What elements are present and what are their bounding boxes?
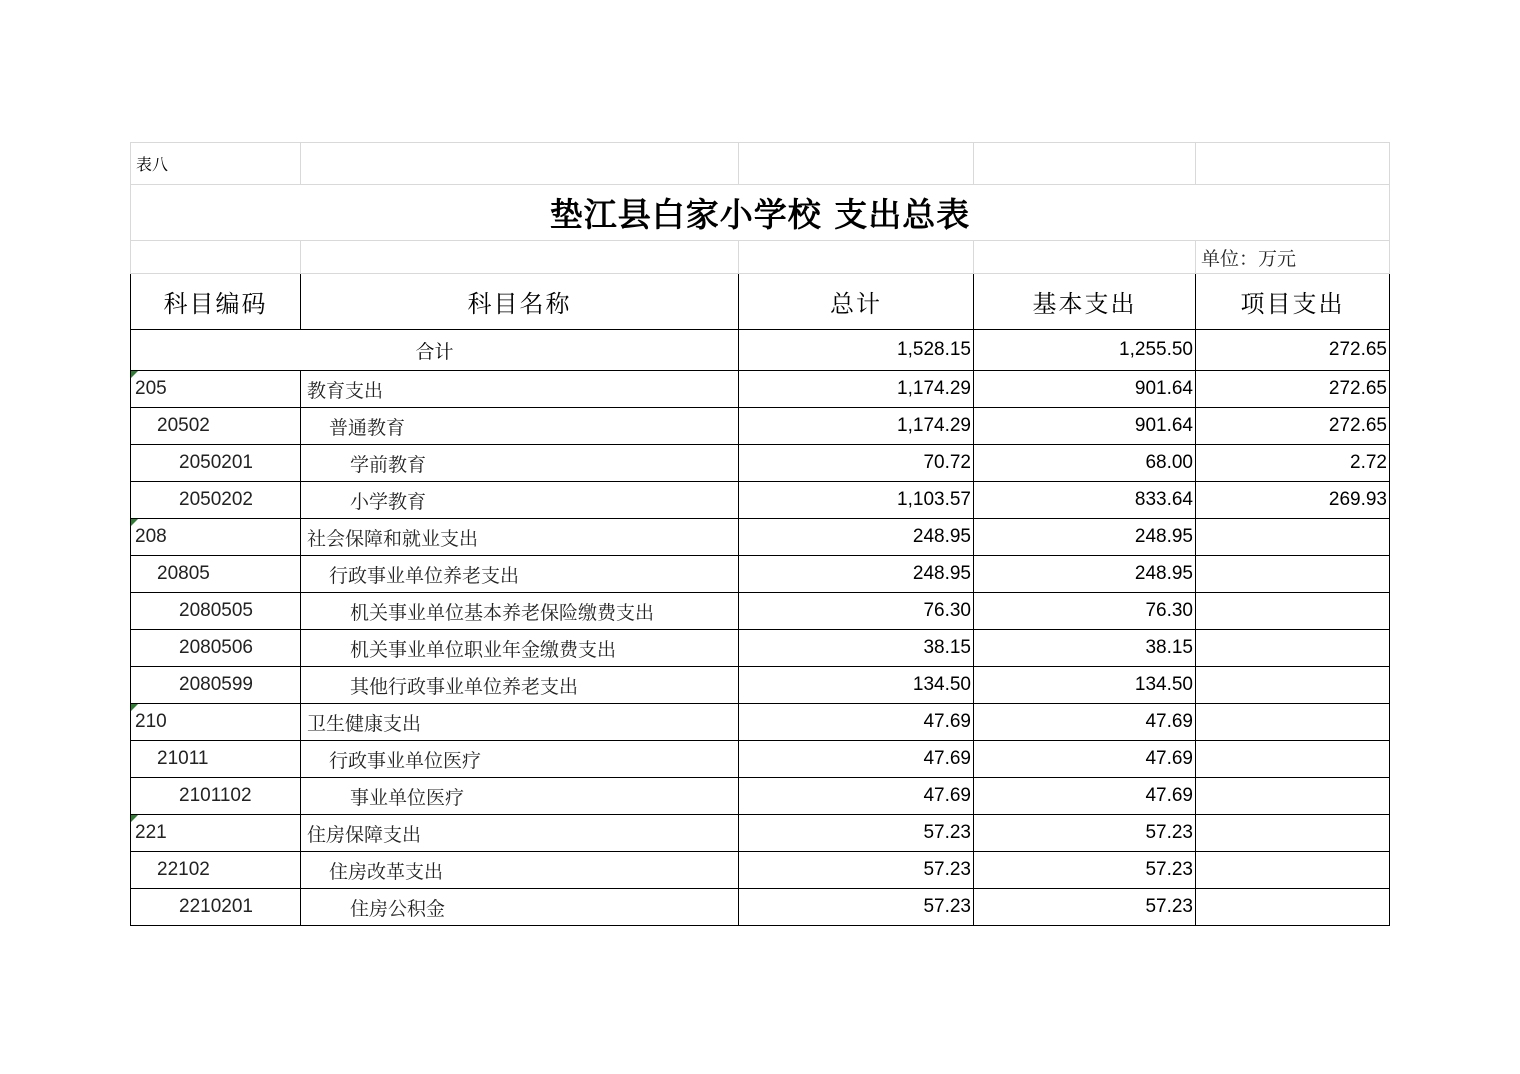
row-name: 普通教育	[301, 408, 739, 445]
row-project	[1196, 704, 1390, 741]
table-row	[131, 408, 1390, 445]
row-code: 2050201	[131, 445, 301, 482]
row-project: 269.93	[1196, 482, 1390, 519]
row-code: 210	[131, 704, 301, 741]
table-row	[131, 778, 1390, 815]
row-project	[1196, 667, 1390, 704]
row-total: 248.95	[739, 556, 974, 593]
row-total: 1,174.29	[739, 371, 974, 408]
cell-note-flag-icon	[131, 704, 138, 711]
expenditure-table	[130, 142, 1390, 926]
row-total: 70.72	[739, 445, 974, 482]
table-row	[131, 741, 1390, 778]
header-total: 总计	[739, 274, 974, 330]
table-row	[131, 556, 1390, 593]
row-project	[1196, 852, 1390, 889]
table-row	[131, 852, 1390, 889]
cell-note-flag-icon	[131, 815, 138, 822]
table-row	[131, 667, 1390, 704]
row-basic: 57.23	[974, 852, 1196, 889]
row-total: 134.50	[739, 667, 974, 704]
row-total: 47.69	[739, 778, 974, 815]
row-total: 47.69	[739, 741, 974, 778]
row-name: 其他行政事业单位养老支出	[301, 667, 739, 704]
row-basic: 833.64	[974, 482, 1196, 519]
row-name: 机关事业单位职业年金缴费支出	[301, 630, 739, 667]
total-project: 272.65	[1196, 330, 1390, 371]
row-total: 57.23	[739, 815, 974, 852]
row-code: 2080599	[131, 667, 301, 704]
row-name: 卫生健康支出	[301, 704, 739, 741]
row-code: 22102	[131, 852, 301, 889]
row-name: 事业单位医疗	[301, 778, 739, 815]
row-basic: 134.50	[974, 667, 1196, 704]
row-basic: 901.64	[974, 371, 1196, 408]
row-code: 2080506	[131, 630, 301, 667]
row-code: 2080505	[131, 593, 301, 630]
table-row	[131, 889, 1390, 926]
row-code: 2101102	[131, 778, 301, 815]
row-name: 住房公积金	[301, 889, 739, 926]
row-code: 2050202	[131, 482, 301, 519]
row-name: 社会保障和就业支出	[301, 519, 739, 556]
row-code: 21011	[131, 741, 301, 778]
table-row	[131, 482, 1390, 519]
row-code: 221	[131, 815, 301, 852]
row-project	[1196, 741, 1390, 778]
header-basic: 基本支出	[974, 274, 1196, 330]
row-basic: 57.23	[974, 889, 1196, 926]
row-project: 2.72	[1196, 445, 1390, 482]
row-code: 205	[131, 371, 301, 408]
row-project	[1196, 556, 1390, 593]
row-total: 76.30	[739, 593, 974, 630]
row-name: 教育支出	[301, 371, 739, 408]
row-basic: 248.95	[974, 556, 1196, 593]
row-code: 2210201	[131, 889, 301, 926]
row-basic: 38.15	[974, 630, 1196, 667]
row-project	[1196, 815, 1390, 852]
row-basic: 47.69	[974, 704, 1196, 741]
row-project	[1196, 778, 1390, 815]
sheet-label: 表八	[131, 143, 301, 185]
row-project	[1196, 519, 1390, 556]
header-project: 项目支出	[1196, 274, 1390, 330]
cell-note-flag-icon	[131, 371, 138, 378]
row-name: 行政事业单位养老支出	[301, 556, 739, 593]
total-total: 1,528.15	[739, 330, 974, 371]
page-title: 垫江县白家小学校 支出总表	[131, 185, 1390, 241]
row-basic: 248.95	[974, 519, 1196, 556]
row-code: 208	[131, 519, 301, 556]
total-basic: 1,255.50	[974, 330, 1196, 371]
row-total: 47.69	[739, 704, 974, 741]
row-name: 机关事业单位基本养老保险缴费支出	[301, 593, 739, 630]
table-row	[131, 445, 1390, 482]
row-basic: 68.00	[974, 445, 1196, 482]
row-name: 住房改革支出	[301, 852, 739, 889]
row-project: 272.65	[1196, 371, 1390, 408]
row-name: 行政事业单位医疗	[301, 741, 739, 778]
header-code: 科目编码	[131, 274, 301, 330]
total-label: 合计	[131, 330, 739, 371]
total-row	[131, 330, 1390, 371]
row-basic: 47.69	[974, 778, 1196, 815]
row-project	[1196, 593, 1390, 630]
row-total: 38.15	[739, 630, 974, 667]
row-project	[1196, 889, 1390, 926]
row-basic: 76.30	[974, 593, 1196, 630]
table-row	[131, 704, 1390, 741]
row-name: 学前教育	[301, 445, 739, 482]
table-row	[131, 630, 1390, 667]
table-row	[131, 593, 1390, 630]
table-row	[131, 371, 1390, 408]
row-basic: 47.69	[974, 741, 1196, 778]
row-name: 小学教育	[301, 482, 739, 519]
expenditure-sheet	[130, 142, 1389, 926]
table-row	[131, 815, 1390, 852]
table-row	[131, 519, 1390, 556]
row-total: 57.23	[739, 852, 974, 889]
row-basic: 901.64	[974, 408, 1196, 445]
row-project	[1196, 630, 1390, 667]
row-total: 1,174.29	[739, 408, 974, 445]
row-name: 住房保障支出	[301, 815, 739, 852]
cell-note-flag-icon	[131, 519, 138, 526]
row-total: 1,103.57	[739, 482, 974, 519]
row-total: 248.95	[739, 519, 974, 556]
row-code: 20502	[131, 408, 301, 445]
row-total: 57.23	[739, 889, 974, 926]
row-code: 20805	[131, 556, 301, 593]
header-row	[131, 274, 1390, 330]
unit-label: 单位：万元	[1196, 241, 1390, 274]
row-project: 272.65	[1196, 408, 1390, 445]
header-name: 科目名称	[301, 274, 739, 330]
row-basic: 57.23	[974, 815, 1196, 852]
